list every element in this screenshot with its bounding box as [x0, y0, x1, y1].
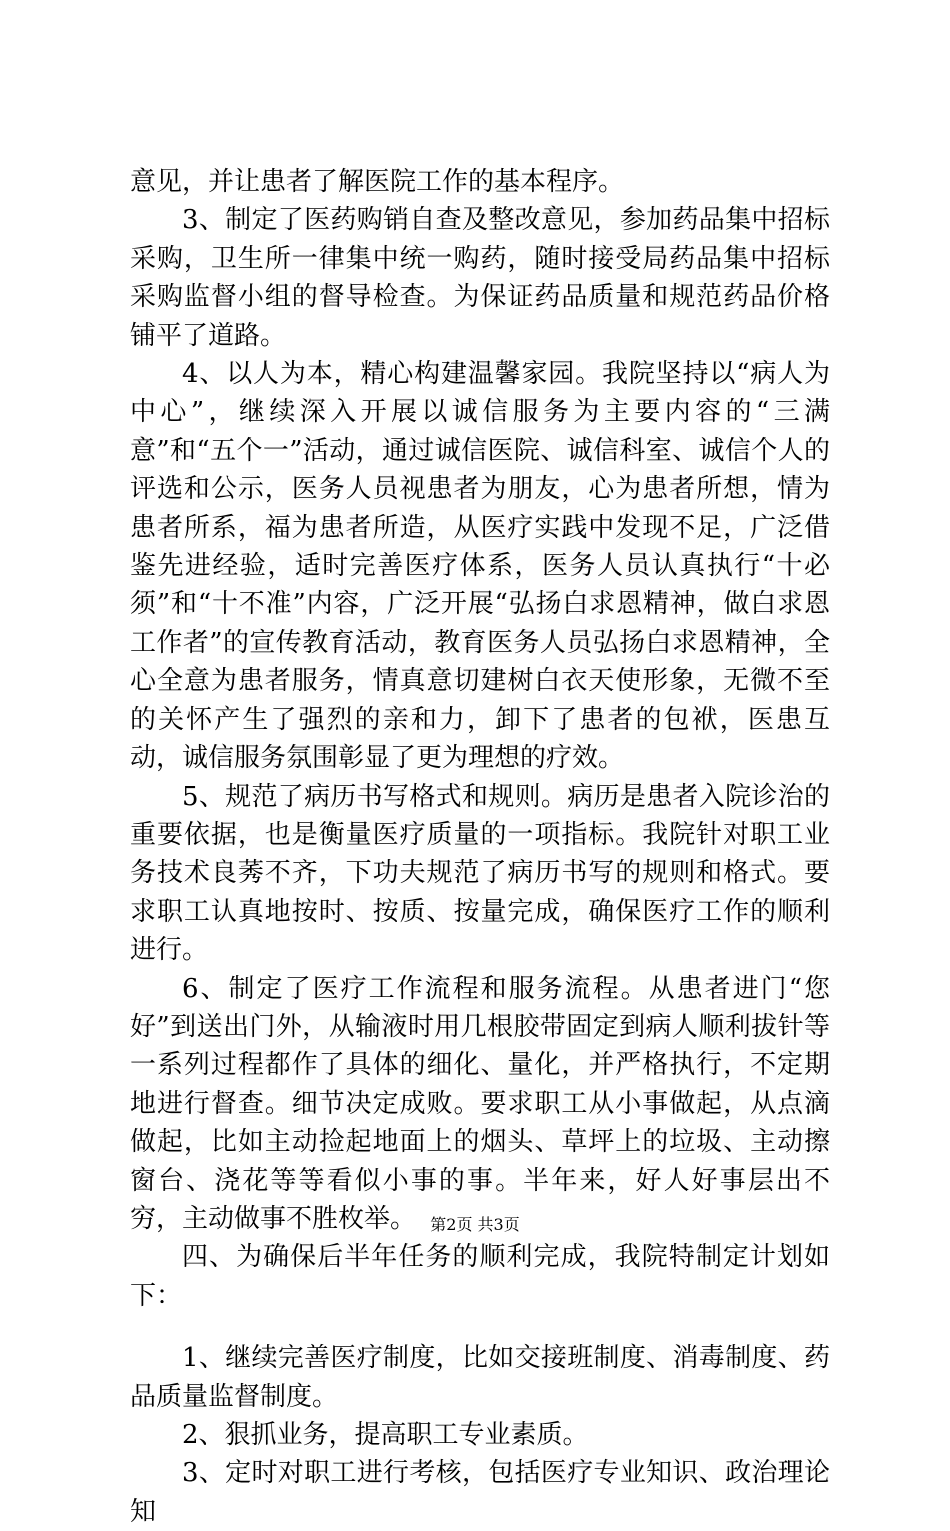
paragraph-item-6: 6、制定了医疗工作流程和服务流程。从患者进门“您好”到送出门外，从输液时用几根胶带固定到病人顺利拔针等一系列过程都作了具体的细化、量化，并严格执行，不定期地进行督查。细节决定成败。要求职工从小事做起，从点滴做起，比如主动捡起地面上的烟头、草坪上的垃圾、主动擦窗台、浇花等等看似小事的事。半年来，好人好事层出不穷，主动做事不胜枚举。: [130, 973, 830, 1234]
section-heading-plan: 四、为确保后半年任务的顺利完成，我院特制定计划如下：: [130, 1242, 830, 1311]
plan-item-2: 2、狠抓业务，提高职工专业素质。: [182, 1420, 589, 1450]
page-footer: [0, 1214, 950, 1236]
document-body: [130, 163, 830, 1531]
paragraph-item-3: 3、制定了医药购销自查及整改意见，参加药品集中招标采购，卫生所一律集中统一购药，随时接受局药品集中招标采购监督小组的督导检查。为保证药品质量和规范药品价格铺平了道路。: [130, 205, 830, 351]
paragraph-item-4: 4、以人为本，精心构建温馨家园。我院坚持以“病人为中心”，继续深入开展以诚信服务为主要内容的“三满意”和“五个一”活动，通过诚信医院、诚信科室、诚信个人的评选和公示，医务人员视患者为朋友，心为患者所想，情为患者所系，福为患者所造，从医疗实践中发现不足，广泛借鉴先进经验，适时完善医疗体系，医务人员认真执行“十必须”和“十不准”内容，广泛开展“弘扬白求恩精神，做白求恩工作者”的宣传教育活动，教育医务人员弘扬白求恩精神，全心全意为患者服务，情真意切建树白衣天使形象，无微不至的关怀产生了强烈的亲和力，卸下了患者的包袱，医患互动，诚信服务氛围彰显了更为理想的疗效。: [130, 359, 830, 774]
page-number-label: 第2页 共3页: [430, 1215, 520, 1234]
plan-item-3: 3、定时对职工进行考核，包括医疗专业知识、政治理论知: [130, 1458, 830, 1527]
plan-item-1: 1、继续完善医疗制度，比如交接班制度、消毒制度、药品质量监督制度。: [130, 1343, 830, 1412]
paragraph-item-5: 5、规范了病历书写格式和规则。病历是患者入院诊治的重要依据，也是衡量医疗质量的一项指标。我院针对职工业务技术良莠不齐，下功夫规范了病历书写的规则和格式。要求职工认真地按时、按质、按量完成，确保医疗工作的顺利进行。: [130, 781, 830, 966]
paragraph-continuation: 意见，并让患者了解医院工作的基本程序。: [130, 167, 625, 197]
